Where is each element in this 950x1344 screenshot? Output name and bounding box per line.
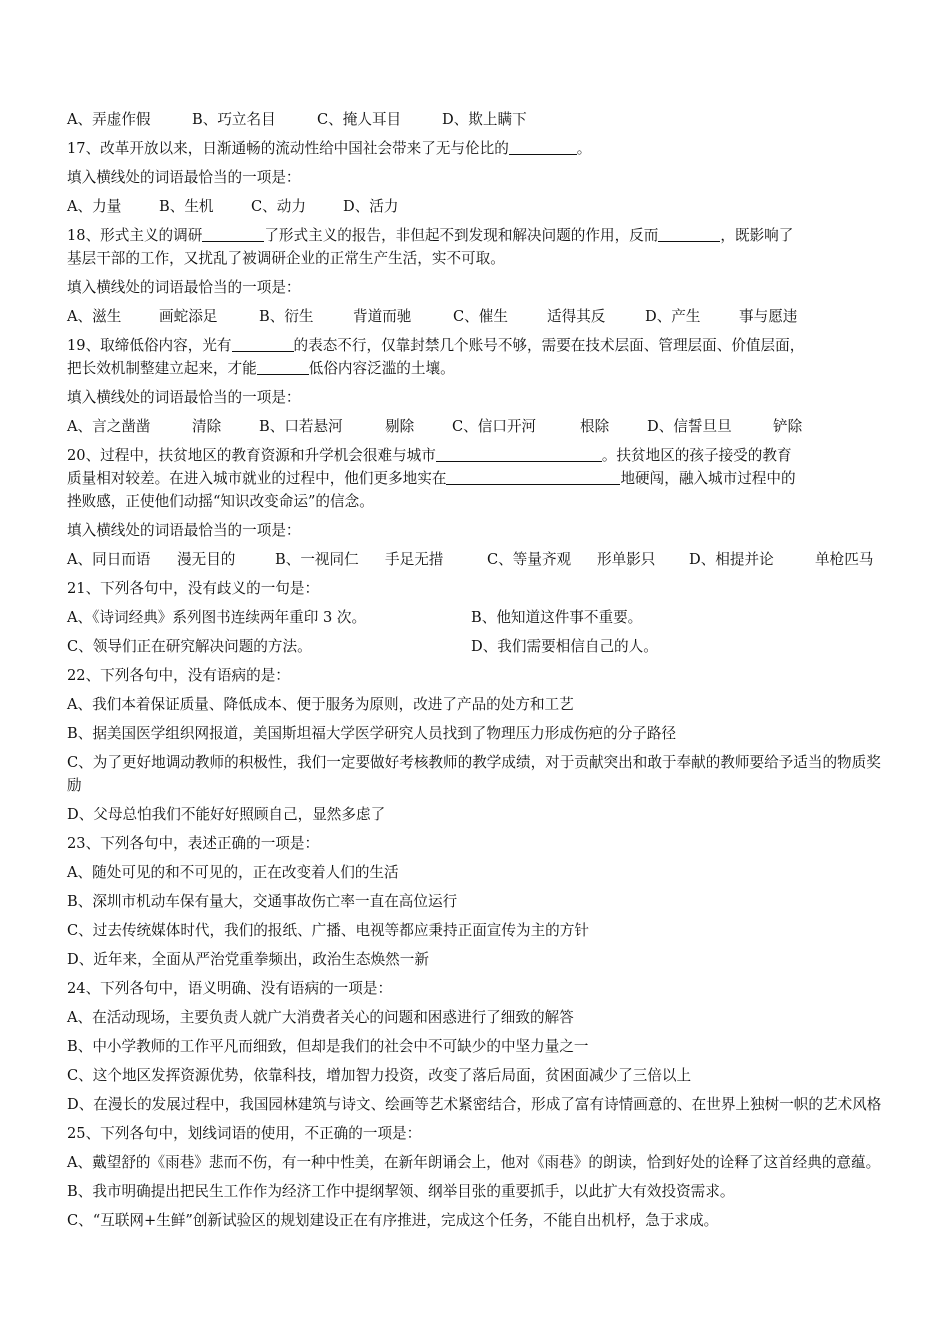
q22-option-d: D、父母总怕我们不能好好照顾自己，显然多虑了 <box>67 806 386 823</box>
q20-stem-line2: 质量相对较差。在进入城市就业的过程中，他们更多地实在 地硬闯，融入城市过程中的 <box>67 470 796 487</box>
answer-blank <box>257 360 309 375</box>
q17-prompt: 填入横线处的词语最恰当的一项是： <box>67 169 301 186</box>
answer-blank <box>658 227 720 242</box>
q22-stem: 22、下列各句中，没有语病的是： <box>67 667 290 684</box>
q21-option-c: C、领导们正在研究解决问题的方法。 <box>67 638 312 655</box>
q18-option-d: D、产生 <box>645 308 701 325</box>
q24-option-d: D、在漫长的发展过程中，我国园林建筑与诗文、绘画等艺术紧密结合，形成了富有诗情画意的、在世界上独树一帜的艺术风格 <box>67 1096 882 1113</box>
q20-option-c: C、等量齐观 <box>487 551 572 568</box>
q24-stem: 24、下列各句中，语义明确、没有语病的一项是： <box>67 980 393 997</box>
q20-option-c-2: 形单影只 <box>597 551 656 568</box>
q22-option-c: C、为了更好地调动教师的积极性，我们一定要做好考核教师的教学成绩，对于贡献突出和敢于奉献的教师要给予适当的物质奖励 <box>67 754 881 794</box>
q23-stem: 23、下列各句中，表述正确的一项是： <box>67 835 320 852</box>
q20-option-b-2: 手足无措 <box>385 551 444 568</box>
q17-options <box>67 195 882 218</box>
answer-blank <box>436 447 602 462</box>
q18-stem-line1: 18、形式主义的调研 了形式主义的报告，非但起不到发现和解决问题的作用，反而 ，既影响了 <box>67 227 794 244</box>
q20-options <box>67 548 882 571</box>
q23-option-b: B、深圳市机动车保有量大，交通事故伤亡率一直在高位运行 <box>67 893 458 910</box>
q18-options <box>67 305 882 328</box>
q21-option-b: B、他知道这件事不重要。 <box>471 609 643 626</box>
q18-option-a: A、滋生 <box>67 308 122 325</box>
q21-option-d: D、我们需要相信自己的人。 <box>471 638 658 655</box>
q25-option-b: B、我市明确提出把民生工作作为经济工作中提纲挈领、纲举目张的重要抓手，以此扩大有效投资需求。 <box>67 1183 735 1200</box>
q17-option-a: A、力量 <box>67 198 122 215</box>
q20-stem-line1: 20、过程中，扶贫地区的教育资源和升学机会很难与城市 。扶贫地区的孩子接受的教育 <box>67 447 792 464</box>
q20-stem-line3: 挫败感，正使他们动摇“知识改变命运”的信念。 <box>67 493 374 510</box>
q20-option-d: D、相提并论 <box>689 551 774 568</box>
q24-option-b: B、中小学教师的工作平凡而细致，但却是我们的社会中不可缺少的中坚力量之一 <box>67 1038 589 1055</box>
q19-option-c-2: 根除 <box>580 418 610 435</box>
q18-stem-line2: 基层干部的工作，又扰乱了被调研企业的正常生产生活，实不可取。 <box>67 250 505 267</box>
q19-stem-line2: 把长效机制整建立起来，才能 低俗内容泛滥的土壤。 <box>67 360 455 377</box>
q20-option-a: A、同日而语 <box>67 551 151 568</box>
q21-stem: 21、下列各句中，没有歧义的一句是： <box>67 580 320 597</box>
q18-option-a-2: 画蛇添足 <box>159 308 218 325</box>
q20-option-d-2: 单枪匹马 <box>815 551 874 568</box>
q25-stem: 25、下列各句中，划线词语的使用，不正确的一项是： <box>67 1125 422 1142</box>
q19-prompt: 填入横线处的词语最恰当的一项是： <box>67 389 301 406</box>
q16-option-a: A、弄虚作假 <box>67 111 151 128</box>
q25-option-a: A、戴望舒的《雨巷》悲而不伤，有一种中性美，在新年朗诵会上，他对《雨巷》的朗读，恰到好处的诠释了这首经典的意蕴。 <box>67 1154 881 1171</box>
q24-option-a: A、在活动现场，主要负责人就广大消费者关心的问题和困惑进行了细致的解答 <box>67 1009 574 1026</box>
q19-option-d-2: 铲除 <box>773 418 803 435</box>
q19-stem-line1: 19、取缔低俗内容，光有 的表态不行，仅靠封禁几个账号不够，需要在技术层面、管理层面、价值层面， <box>67 337 805 354</box>
q19-option-a-2: 清除 <box>192 418 222 435</box>
q24-option-c: C、这个地区发挥资源优势，依靠科技，增加智力投资，改变了落后局面，贫困面减少了三倍以上 <box>67 1067 692 1084</box>
q19-option-d: D、信誓旦旦 <box>647 418 732 435</box>
q16-option-d: D、欺上瞒下 <box>442 111 527 128</box>
q23-option-d: D、近年来，全面从严治党重拳频出，政治生态焕然一新 <box>67 951 429 968</box>
q18-option-b: B、衍生 <box>259 308 314 325</box>
q16-option-c: C、掩人耳目 <box>317 111 402 128</box>
answer-blank <box>202 227 264 242</box>
q23-option-a: A、随处可见的和不可见的，正在改变着人们的生活 <box>67 864 399 881</box>
q22-option-b: B、据美国医学组织网报道，美国斯坦福大学医学研究人员找到了物理压力形成伤疤的分子路径 <box>67 725 677 742</box>
q17-stem: 17、改革开放以来，日渐通畅的流动性给中国社会带来了无与伦比的 。 <box>67 140 592 157</box>
q18-prompt: 填入横线处的词语最恰当的一项是： <box>67 279 301 296</box>
q21-options-row1 <box>67 606 882 629</box>
q19-option-c: C、信口开河 <box>452 418 537 435</box>
q19-options <box>67 415 882 438</box>
q25-option-c: C、“互联网+生鲜”创新试验区的规划建设正在有序推进，完成这个任务，不能自出机杼，急于求成。 <box>67 1212 719 1229</box>
q18-option-d-2: 事与愿违 <box>739 308 798 325</box>
answer-blank <box>232 337 294 352</box>
answer-blank <box>509 140 577 155</box>
q18-option-c-2: 适得其反 <box>547 308 606 325</box>
q16-option-b: B、巧立名目 <box>192 111 276 128</box>
q17-option-b: B、生机 <box>159 198 214 215</box>
q19-option-a: A、言之凿凿 <box>67 418 151 435</box>
answer-blank <box>446 470 620 485</box>
q17-option-d: D、活力 <box>343 198 399 215</box>
q19-option-b: B、口若悬河 <box>259 418 343 435</box>
q18-option-c: C、催生 <box>453 308 508 325</box>
q20-option-b: B、一视同仁 <box>275 551 359 568</box>
q16-options <box>67 108 882 131</box>
q19-option-b-2: 剔除 <box>385 418 415 435</box>
q21-options-row2 <box>67 635 882 658</box>
q18-option-b-2: 背道而驰 <box>353 308 412 325</box>
q21-option-a: A、《诗词经典》系列图书连续两年重印 3 次。 <box>67 609 367 626</box>
q23-option-c: C、过去传统媒体时代，我们的报纸、广播、电视等都应秉持正面宣传为主的方针 <box>67 922 589 939</box>
q20-option-a-2: 漫无目的 <box>177 551 236 568</box>
q22-option-a: A、我们本着保证质量、降低成本、便于服务为原则，改进了产品的处方和工艺 <box>67 696 574 713</box>
q17-option-c: C、动力 <box>251 198 306 215</box>
q20-prompt: 填入横线处的词语最恰当的一项是： <box>67 522 301 539</box>
document-page <box>67 108 882 1232</box>
